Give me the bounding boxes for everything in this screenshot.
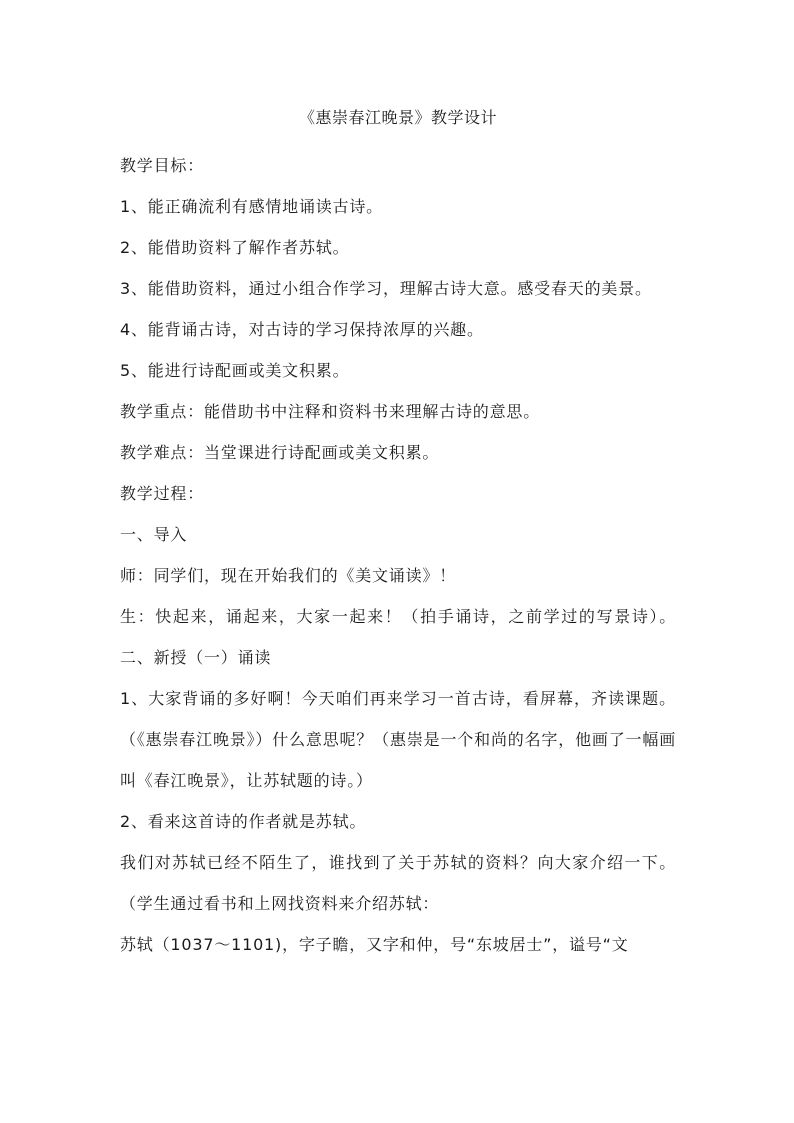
document-body bbox=[120, 104, 676, 965]
objective-item-3: 3、能借助资料，通过小组合作学习，理解古诗大意。感受春天的美景。 bbox=[120, 279, 652, 298]
teaching-difficulty: 教学难点：当堂课进行诗配画或美文积累。 bbox=[120, 443, 440, 462]
section-heading-objectives: 教学目标： bbox=[120, 156, 205, 175]
step-1-paragraph: 1、大家背诵的多好啊！今天咱们再来学习一首古诗，看屏幕，齐读课题。（《惠崇春江晚景》）什么意思呢？（惠崇是一个和尚的名字，他画了一幅画叫《春江晚景》，让苏轼题的诗。） bbox=[120, 689, 676, 790]
teacher-line: 师：同学们，现在开始我们的《美文诵读》！ bbox=[120, 566, 457, 585]
student-line: 生：快起来，诵起来，大家一起来！（拍手诵诗，之前学过的写景诗）。二、新授（一）诵读 bbox=[120, 607, 676, 667]
author-intro-paragraph: 我们对苏轼已经不陌生了，谁找到了关于苏轼的资料？向大家介绍一下。（学生通过看书和上网找资料来介绍苏轼： bbox=[120, 853, 676, 913]
step-2-paragraph: 2、看来这首诗的作者就是苏轼。 bbox=[120, 812, 367, 831]
teaching-key-point: 教学重点：能借助书中注释和资料书来理解古诗的意思。 bbox=[120, 402, 541, 421]
objective-item-4: 4、能背诵古诗，对古诗的学习保持浓厚的兴趣。 bbox=[120, 320, 484, 339]
objective-item-2: 2、能借助资料了解作者苏轼。 bbox=[120, 238, 350, 257]
section-heading-process: 教学过程： bbox=[120, 484, 205, 503]
document-title: 《惠崇春江晚景》教学设计 bbox=[298, 108, 497, 127]
subsection-introduction: 一、导入 bbox=[120, 525, 188, 544]
objective-item-5: 5、能进行诗配画或美文积累。 bbox=[120, 361, 350, 380]
objective-item-1: 1、能正确流利有感情地诵读古诗。 bbox=[120, 197, 383, 216]
author-bio-paragraph: 苏轼（1037～1101)，字子瞻，又字和仲，号“东坡居士”，谥号“文 bbox=[120, 935, 629, 954]
